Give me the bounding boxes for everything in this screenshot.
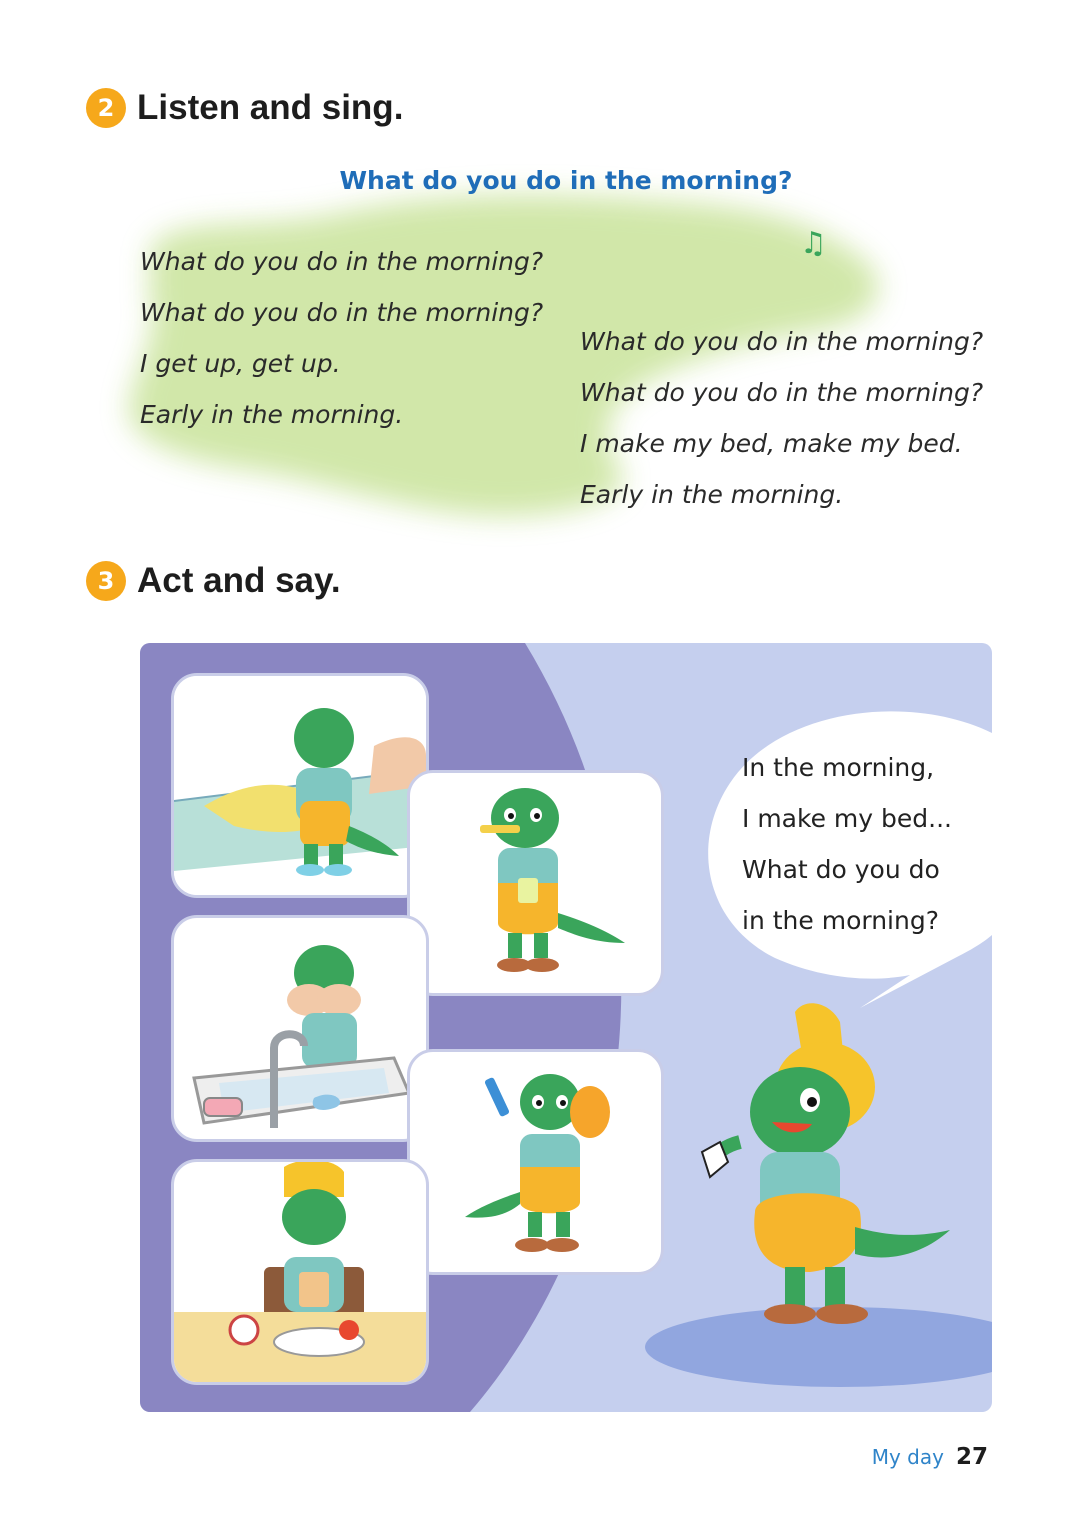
lyric-line: Early in the morning. (140, 400, 404, 429)
bubble-line: What do you do (742, 855, 940, 884)
song-title: What do you do in the morning? (339, 166, 793, 195)
picture-card-brush-teeth (407, 770, 664, 996)
lyric-line: What do you do in the morning? (580, 327, 984, 356)
section-title: Listen and sing. (137, 88, 404, 127)
song-verse-2 (580, 316, 983, 520)
page-footer (872, 1444, 988, 1470)
picture-card-wash-face (171, 915, 429, 1142)
music-note-icon: ♫ (800, 226, 827, 261)
lyric-line: I get up, get up. (140, 349, 341, 378)
song-verse-1 (140, 236, 543, 440)
bubble-line: In the morning, (742, 753, 935, 782)
dino-making-bed-illustration (174, 676, 426, 895)
section-3-heading (86, 561, 341, 601)
lyric-line: I make my bed, make my bed. (580, 429, 963, 458)
unit-title: My day (871, 1445, 944, 1469)
lyric-line: What do you do in the morning? (580, 378, 984, 407)
lyric-line: What do you do in the morning? (140, 247, 544, 276)
section-title: Act and say. (137, 561, 341, 600)
dino-brushing-teeth-illustration (410, 773, 661, 993)
page-number: 27 (955, 1444, 988, 1470)
dino-eating-breakfast-illustration (174, 1162, 426, 1382)
picture-card-make-bed (171, 673, 429, 898)
bubble-line: in the morning? (742, 906, 939, 935)
section-number-badge: 3 (86, 561, 126, 601)
dino-with-cap-illustration (590, 992, 992, 1412)
section-number-badge: 2 (86, 88, 126, 128)
section-2-heading (86, 88, 403, 128)
speech-bubble-text (742, 742, 952, 946)
lyric-line: Early in the morning. (580, 480, 844, 509)
bubble-line: I make my bed... (742, 804, 952, 833)
lyric-line: What do you do in the morning? (140, 298, 544, 327)
dino-washing-face-illustration (174, 918, 426, 1139)
picture-card-eat-breakfast (171, 1159, 429, 1385)
